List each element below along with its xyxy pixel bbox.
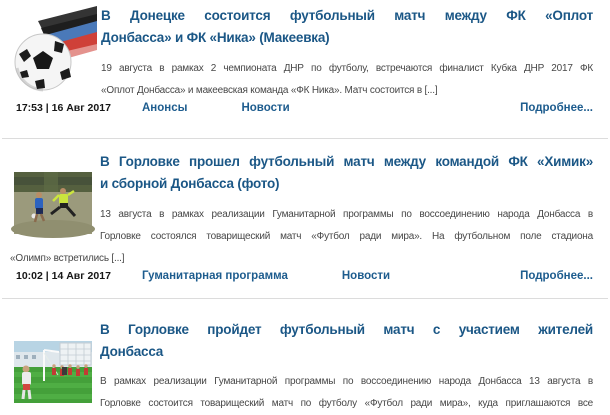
article-thumbnail[interactable] [14,341,92,403]
article-excerpt [10,58,593,102]
article-excerpt [10,371,593,415]
article-timestamp: 17:53 | 16 Авг 2017 [16,102,111,114]
soccer-ball-dnr-flag-image [10,5,97,97]
article-thumbnail[interactable] [14,172,92,234]
category-link-gumanitarnaya-programma[interactable]: Гуманитарная программа [142,270,288,282]
read-more-link[interactable]: Подробнее... [520,270,593,282]
article-title-link[interactable] [10,319,593,363]
article-title-link[interactable] [10,151,593,195]
news-article [0,151,610,285]
article-meta-row [10,270,593,285]
news-article [0,0,610,117]
excerpt-line: 13 августа в рамках реализации Гуманитарной программы по воссоединению народа Донбасса в [100,209,593,220]
article-excerpt [10,204,593,270]
category-link-anonsy[interactable]: Анонсы [142,102,188,114]
title-line: В Горловке прошел футбольный матч между командой ФК «Химик» [100,154,593,169]
turf-stadium-match-image [14,341,92,403]
title-line: Донбасса [100,344,164,359]
title-line: и сборной Донбасса (фото) [100,176,280,191]
excerpt-line: Горловке состоялся товарищеский матч «Футбол ради мира». На футбольном поле стадиона [100,231,593,242]
read-more-link[interactable]: Подробнее... [520,102,593,114]
article-divider [2,298,608,299]
title-line: В Горловке пройдет футбольный матч с участием жителей [100,322,593,337]
article-timestamp: 10:02 | 14 Авг 2017 [16,270,111,282]
news-article [0,319,610,415]
players-grass-field-image [14,172,92,234]
article-title-link[interactable] [10,5,593,49]
excerpt-line: «Олимп» встретились [...] [10,253,125,264]
title-line: Донбасса» и ФК «Ника» (Макеевка) [101,30,330,45]
article-divider [2,138,608,139]
title-line: В Донецке состоится футбольный матч между ФК «Оплот [101,8,593,23]
category-link-novosti[interactable]: Новости [241,102,290,114]
article-thumbnail[interactable] [10,5,97,97]
excerpt-line: «Оплот Донбасса» и макеевская команда «ФК Ника». Матч состоится в [...] [101,85,438,96]
category-link-novosti[interactable]: Новости [341,270,391,282]
excerpt-line: 19 августа в рамках 2 чемпионата ДНР по футболу, встречаются финалист Кубка ДНР 2017 ФК [101,63,593,74]
article-meta-row [10,102,593,117]
excerpt-line: В рамках реализации Гуманитарной программы по воссоединению народа Донбасса 13 августа в [100,376,593,387]
excerpt-line: Горловке состоится товарищеский матч по футболу «Футбол ради мира», куда приглашаются все [100,398,593,409]
